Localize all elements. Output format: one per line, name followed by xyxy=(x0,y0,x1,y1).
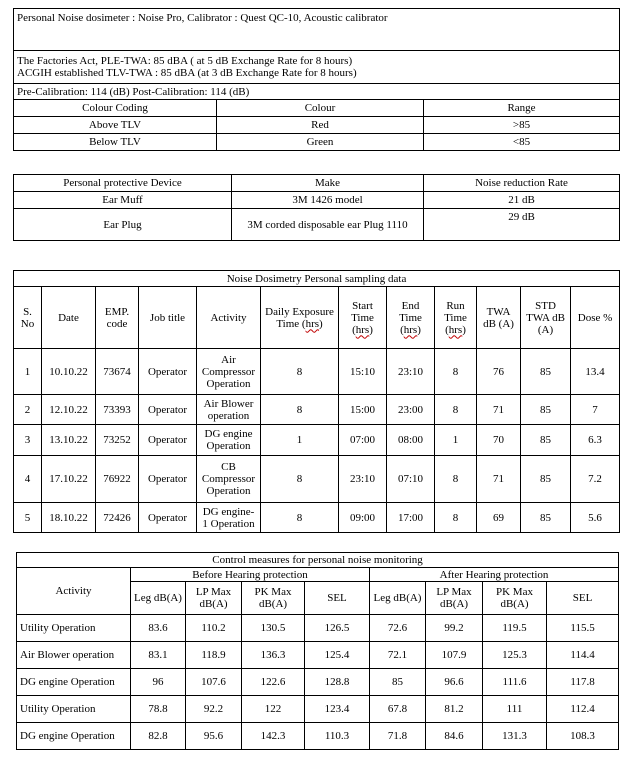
value-cell: 85 xyxy=(370,669,426,696)
job-title-cell: Operator xyxy=(139,425,197,456)
end-time-cell: 23:10 xyxy=(387,349,435,395)
std-twa-cell: 85 xyxy=(521,503,571,533)
value-cell: 92.2 xyxy=(186,696,242,723)
run-time-unit: hrs xyxy=(448,323,463,336)
value-cell: 117.8 xyxy=(547,669,619,696)
run-time-header xyxy=(435,287,477,349)
end-time-cell: 08:00 xyxy=(387,425,435,456)
standards-info xyxy=(14,51,620,84)
value-cell: 95.6 xyxy=(186,723,242,750)
value-cell: 71.8 xyxy=(370,723,426,750)
dose-cell: 7 xyxy=(571,395,620,425)
table-row xyxy=(14,134,620,151)
dosimetry-table xyxy=(13,270,620,533)
make-cell: 3M 1426 model xyxy=(232,192,424,209)
job-title-cell: Operator xyxy=(139,349,197,395)
job-title-cell: Operator xyxy=(139,456,197,503)
sno-cell: 2 xyxy=(14,395,42,425)
date-header: Date xyxy=(42,287,96,349)
value-cell: 84.6 xyxy=(426,723,483,750)
twa-cell: 76 xyxy=(477,349,521,395)
run-time-cell: 8 xyxy=(435,349,477,395)
value-cell: 112.4 xyxy=(547,696,619,723)
range-header: Range xyxy=(424,100,620,117)
value-cell: 96 xyxy=(131,669,186,696)
dose-cell: 5.6 xyxy=(571,503,620,533)
table-row xyxy=(17,615,619,642)
table-row xyxy=(14,456,620,503)
date-cell: 18.10.22 xyxy=(42,503,96,533)
activity-cell: DG engine-1 Operation xyxy=(197,503,261,533)
end-time-cell: 17:00 xyxy=(387,503,435,533)
twa-cell: 71 xyxy=(477,456,521,503)
value-cell: 82.8 xyxy=(131,723,186,750)
table-row xyxy=(14,395,620,425)
sel-before-header: SEL xyxy=(305,582,370,615)
dose-cell: 7.2 xyxy=(571,456,620,503)
control-activity-cell: DG engine Operation xyxy=(17,669,131,696)
acgih-line: ACGIH established TLV-TWA : 85 dBA (at 3 dB Exchange Rate for 8 hours) xyxy=(17,67,357,79)
range-cell: <85 xyxy=(424,134,620,151)
sno-cell: 1 xyxy=(14,349,42,395)
value-cell: 96.6 xyxy=(426,669,483,696)
ppe-table xyxy=(13,174,620,241)
colour-cell: Red xyxy=(217,117,424,134)
date-cell: 10.10.22 xyxy=(42,349,96,395)
table-row xyxy=(14,349,620,395)
value-cell: 114.4 xyxy=(547,642,619,669)
instrument-info-table xyxy=(13,8,620,151)
device-cell: Ear Muff xyxy=(14,192,232,209)
dosimeter-info: Personal Noise dosimeter : Noise Pro, Calibrator : Quest QC-10, Acoustic calibrator xyxy=(14,9,620,51)
run-time-cell: 8 xyxy=(435,395,477,425)
control-activity-cell: Utility Operation xyxy=(17,615,131,642)
std-twa-cell: 85 xyxy=(521,456,571,503)
value-cell: 67.8 xyxy=(370,696,426,723)
daily-exposure-cell: 8 xyxy=(261,395,339,425)
ppe-nrr-header: Noise reduction Rate xyxy=(424,175,620,192)
sel-after-header: SEL xyxy=(547,582,619,615)
end-time-cell: 23:00 xyxy=(387,395,435,425)
pkmax-after-header: PK Max dB(A) xyxy=(483,582,547,615)
value-cell: 111.6 xyxy=(483,669,547,696)
emp-code-header: EMP. code xyxy=(96,287,139,349)
std-twa-cell: 85 xyxy=(521,425,571,456)
nrr-cell: 29 dB xyxy=(424,209,620,241)
value-cell: 125.4 xyxy=(305,642,370,669)
value-cell: 125.3 xyxy=(483,642,547,669)
start-time-unit: hrs xyxy=(355,323,370,336)
emp-code-cell: 76922 xyxy=(96,456,139,503)
start-time-label: Start Time ( xyxy=(351,299,374,336)
daily-exposure-cell: 1 xyxy=(261,425,339,456)
table-row xyxy=(17,669,619,696)
control-activity-cell: Air Blower operation xyxy=(17,642,131,669)
value-cell: 83.6 xyxy=(131,615,186,642)
daily-exposure-cell: 8 xyxy=(261,349,339,395)
control-activity-cell: Utility Operation xyxy=(17,696,131,723)
colour-cell: Green xyxy=(217,134,424,151)
dosimetry-title: Noise Dosimetry Personal sampling data xyxy=(14,271,620,287)
table-row xyxy=(14,209,620,241)
twa-cell: 71 xyxy=(477,395,521,425)
start-time-cell: 09:00 xyxy=(339,503,387,533)
activity-cell: CB Compressor Operation xyxy=(197,456,261,503)
value-cell: 122.6 xyxy=(242,669,305,696)
table-row xyxy=(17,723,619,750)
twa-cell: 69 xyxy=(477,503,521,533)
daily-exposure-close: ) xyxy=(319,317,323,330)
emp-code-cell: 72426 xyxy=(96,503,139,533)
calibration-info: Pre-Calibration: 114 (dB) Post-Calibration: 114 (dB) xyxy=(14,84,620,100)
start-time-cell: 15:10 xyxy=(339,349,387,395)
run-time-cell: 8 xyxy=(435,503,477,533)
value-cell: 126.5 xyxy=(305,615,370,642)
run-time-label: Run Time ( xyxy=(444,299,467,336)
daily-exposure-cell: 8 xyxy=(261,456,339,503)
start-time-cell: 07:00 xyxy=(339,425,387,456)
activity-header: Activity xyxy=(197,287,261,349)
sno-cell: 5 xyxy=(14,503,42,533)
emp-code-cell: 73674 xyxy=(96,349,139,395)
value-cell: 78.8 xyxy=(131,696,186,723)
sno-header: S. No xyxy=(14,287,42,349)
end-time-label: End Time ( xyxy=(399,299,422,336)
value-cell: 119.5 xyxy=(483,615,547,642)
daily-exposure-header xyxy=(261,287,339,349)
table-row xyxy=(14,192,620,209)
nrr-cell: 21 dB xyxy=(424,192,620,209)
factories-act-line: The Factories Act, PLE-TWA: 85 dBA ( at 5 dB Exchange Rate for 8 hours) xyxy=(17,55,353,67)
twa-cell: 70 xyxy=(477,425,521,456)
std-twa-cell: 85 xyxy=(521,349,571,395)
end-time-unit: hrs xyxy=(403,323,418,336)
value-cell: 83.1 xyxy=(131,642,186,669)
value-cell: 118.9 xyxy=(186,642,242,669)
start-time-close: ) xyxy=(369,323,373,336)
before-protection-header: Before Hearing protection xyxy=(131,568,370,582)
value-cell: 115.5 xyxy=(547,615,619,642)
emp-code-cell: 73393 xyxy=(96,395,139,425)
job-title-header: Job title xyxy=(139,287,197,349)
control-activity-cell: DG engine Operation xyxy=(17,723,131,750)
lpmax-after-header: LP Max dB(A) xyxy=(426,582,483,615)
date-cell: 13.10.22 xyxy=(42,425,96,456)
end-time-cell: 07:10 xyxy=(387,456,435,503)
table-row xyxy=(14,425,620,456)
value-cell: 122 xyxy=(242,696,305,723)
activity-cell: Air Compressor Operation xyxy=(197,349,261,395)
end-time-header xyxy=(387,287,435,349)
dose-cell: 13.4 xyxy=(571,349,620,395)
value-cell: 136.3 xyxy=(242,642,305,669)
ppe-device-header: Personal protective Device xyxy=(14,175,232,192)
start-time-cell: 15:00 xyxy=(339,395,387,425)
job-title-cell: Operator xyxy=(139,395,197,425)
emp-code-cell: 73252 xyxy=(96,425,139,456)
value-cell: 130.5 xyxy=(242,615,305,642)
value-cell: 72.1 xyxy=(370,642,426,669)
dosimetry-header-row xyxy=(14,287,620,349)
value-cell: 110.2 xyxy=(186,615,242,642)
control-rows xyxy=(17,615,619,750)
table-row xyxy=(17,696,619,723)
make-cell: 3M corded disposable ear Plug 1110 xyxy=(232,209,424,241)
std-twa-cell: 85 xyxy=(521,395,571,425)
value-cell: 123.4 xyxy=(305,696,370,723)
control-activity-header: Activity xyxy=(17,568,131,615)
sno-cell: 3 xyxy=(14,425,42,456)
value-cell: 128.8 xyxy=(305,669,370,696)
value-cell: 110.3 xyxy=(305,723,370,750)
std-twa-header: STD TWA dB (A) xyxy=(521,287,571,349)
table-row xyxy=(14,503,620,533)
range-cell: >85 xyxy=(424,117,620,134)
run-time-close: ) xyxy=(462,323,466,336)
pkmax-before-header: PK Max dB(A) xyxy=(242,582,305,615)
job-title-cell: Operator xyxy=(139,503,197,533)
start-time-header xyxy=(339,287,387,349)
control-title: Control measures for personal noise monitoring xyxy=(17,553,619,568)
activity-cell: DG engine Operation xyxy=(197,425,261,456)
colour-header: Colour xyxy=(217,100,424,117)
value-cell: 111 xyxy=(483,696,547,723)
dose-cell: 6.3 xyxy=(571,425,620,456)
daily-exposure-unit: hrs xyxy=(305,317,320,330)
value-cell: 107.9 xyxy=(426,642,483,669)
ppe-make-header: Make xyxy=(232,175,424,192)
table-row xyxy=(14,117,620,134)
lpmax-before-header: LP Max dB(A) xyxy=(186,582,242,615)
value-cell: 81.2 xyxy=(426,696,483,723)
value-cell: 107.6 xyxy=(186,669,242,696)
date-cell: 12.10.22 xyxy=(42,395,96,425)
dose-header: Dose % xyxy=(571,287,620,349)
run-time-cell: 8 xyxy=(435,456,477,503)
value-cell: 108.3 xyxy=(547,723,619,750)
daily-exposure-cell: 8 xyxy=(261,503,339,533)
table-row xyxy=(17,642,619,669)
colour-coding-header: Colour Coding xyxy=(14,100,217,117)
date-cell: 17.10.22 xyxy=(42,456,96,503)
value-cell: 99.2 xyxy=(426,615,483,642)
end-time-close: ) xyxy=(417,323,421,336)
twa-header: TWA dB (A) xyxy=(477,287,521,349)
after-protection-header: After Hearing protection xyxy=(370,568,619,582)
coding-cell: Above TLV xyxy=(14,117,217,134)
activity-cell: Air Blower operation xyxy=(197,395,261,425)
value-cell: 131.3 xyxy=(483,723,547,750)
sno-cell: 4 xyxy=(14,456,42,503)
start-time-cell: 23:10 xyxy=(339,456,387,503)
dosimetry-rows xyxy=(14,349,620,533)
leq-before-header: Leg dB(A) xyxy=(131,582,186,615)
daily-exposure-label: Daily Exposure Time ( xyxy=(265,305,334,330)
run-time-cell: 1 xyxy=(435,425,477,456)
value-cell: 72.6 xyxy=(370,615,426,642)
coding-cell: Below TLV xyxy=(14,134,217,151)
device-cell: Ear Plug xyxy=(14,209,232,241)
value-cell: 142.3 xyxy=(242,723,305,750)
control-measures-table xyxy=(16,552,619,750)
leq-after-header: Leg dB(A) xyxy=(370,582,426,615)
